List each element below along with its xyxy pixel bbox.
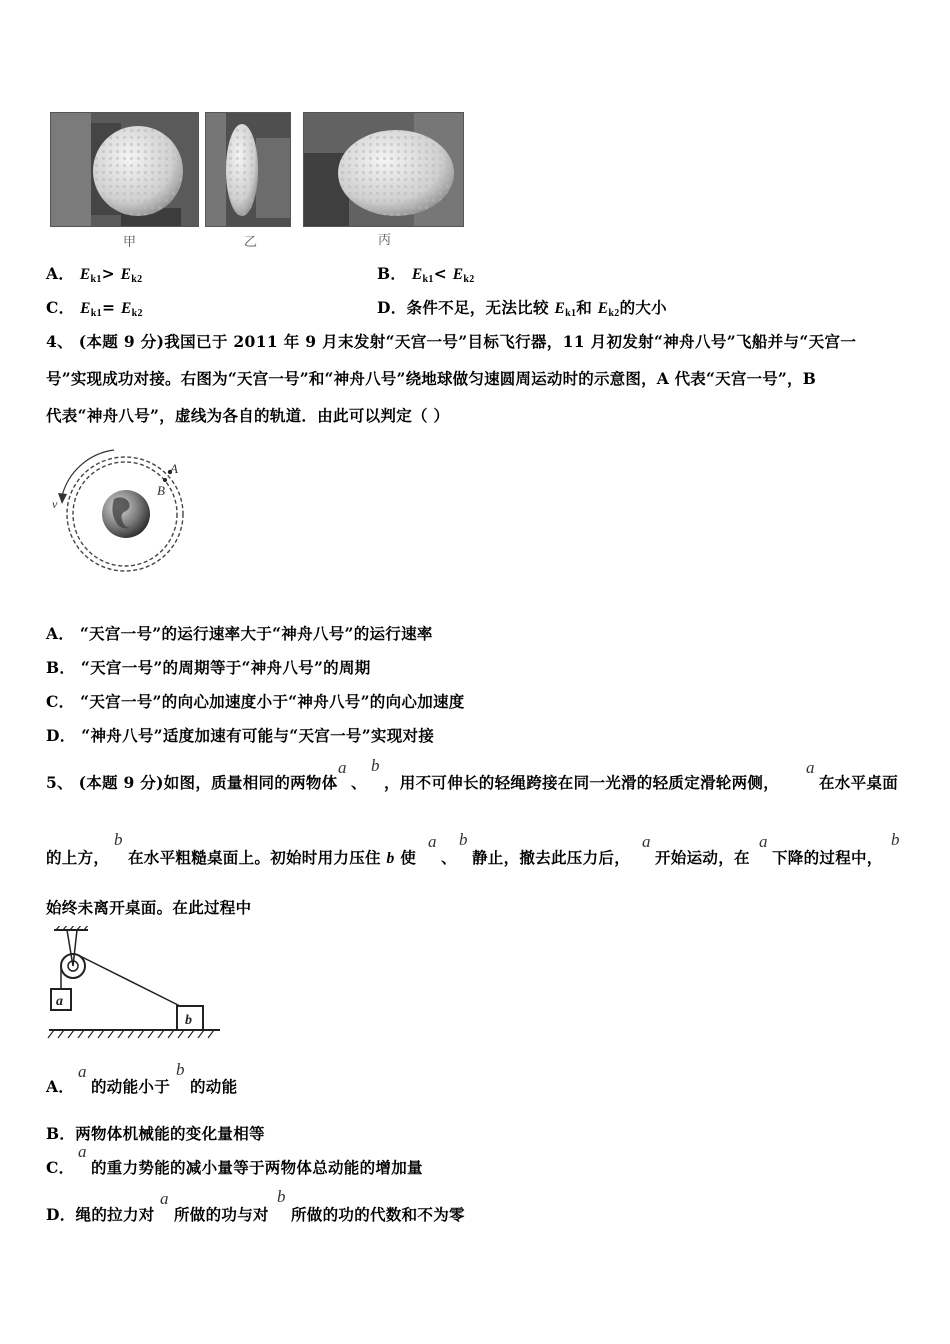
option-label: D． — [46, 726, 76, 745]
block-b-label: b — [185, 1013, 192, 1028]
option-text: 条件不足，无法比较 — [406, 298, 555, 317]
q5-stem-line-1-part-3: ，用不可伸长的轻绳跨接在同一光滑的轻质定滑轮两侧， — [384, 773, 780, 792]
q5-option-c-text: 的重力势能的减小量等于两物体总动能的增加量 — [91, 1158, 423, 1177]
option-label: B． — [377, 264, 407, 283]
pulley-diagram — [44, 926, 224, 1046]
q4-stem-line-2: 号”实现成功对接。右图为“天宫一号”和“神舟八号”绕地球做匀速圆周运动时的示意图，A 代表“天宫一号”，B — [46, 369, 817, 388]
q4-option-a[interactable] — [46, 622, 433, 644]
subscript: k2 — [131, 308, 143, 319]
golf-ball-photo-bing — [303, 112, 464, 227]
energy-symbol: E — [120, 300, 132, 317]
velocity-arrow-head — [58, 493, 67, 504]
var-a: a — [160, 1189, 169, 1208]
subscript: k1 — [90, 274, 102, 285]
option-text: “天宫一号”的运行速率大于“神舟八号”的运行速率 — [79, 624, 433, 643]
var-b: b — [459, 830, 468, 849]
energy-symbol: E — [452, 266, 464, 283]
option-label: D． — [377, 298, 407, 317]
option-text: “神舟八号”适度加速有可能与“天宫一号”实现对接 — [81, 726, 435, 745]
q5-stem-line-1-part-4: 在水平桌面 — [819, 773, 899, 792]
satellite-b — [163, 478, 167, 482]
q4-option-b[interactable] — [46, 656, 371, 678]
option-label: C． — [46, 298, 75, 317]
option-label: A． — [46, 264, 75, 283]
golf-ball-photo-jia — [50, 112, 199, 227]
option-label: C． — [46, 692, 75, 711]
velocity-label: v — [52, 497, 58, 511]
subscript: k1 — [565, 308, 577, 319]
q5-stem-line-1-part-2: 、 — [351, 773, 367, 792]
golf-ball-photo-yi — [205, 112, 291, 227]
satellite-b-label: B — [157, 483, 165, 498]
energy-symbol: E — [120, 266, 132, 283]
caption-yi: 乙 — [244, 235, 258, 250]
option-text: 两物体机械能的变化量相等 — [75, 1124, 265, 1143]
bold-var-b: b — [386, 850, 395, 867]
q5-option-a-text-1: 的动能小于 — [91, 1077, 171, 1096]
earth — [102, 490, 150, 538]
var-a: a — [759, 832, 768, 851]
stem-text: 在水平粗糙桌面上。初始时用力压住 — [128, 848, 387, 867]
subscript: k1 — [422, 274, 434, 285]
q5-stem-line-3: 始终未离开桌面。在此过程中 — [46, 898, 252, 917]
table-hatch — [48, 1030, 214, 1038]
q4-option-d[interactable] — [46, 724, 434, 746]
q5-option-a-text-2: 的动能 — [190, 1077, 238, 1096]
subscript: k2 — [131, 274, 143, 285]
option-label: C． — [46, 1158, 75, 1177]
var-a: a — [642, 832, 651, 851]
option-text: 和 — [576, 298, 598, 317]
q5-option-c[interactable] — [46, 1156, 74, 1178]
var-a: a — [428, 832, 437, 851]
operator: = — [101, 298, 121, 317]
var-a: a — [78, 1142, 87, 1161]
operator: > — [101, 264, 121, 283]
q3-option-d[interactable] — [377, 296, 667, 319]
q5-stem-line-2-part-6: 开始运动，在 — [655, 848, 750, 867]
q3-option-b[interactable] — [377, 262, 475, 285]
stem-text: 使 — [394, 848, 417, 867]
caption-jia: 甲 — [123, 235, 137, 250]
q5-stem-line-2-part-7: 下降的过程中， — [772, 848, 883, 867]
q5-option-d[interactable] — [46, 1203, 155, 1225]
var-b: b — [176, 1060, 185, 1079]
energy-symbol: E — [80, 300, 91, 317]
subscript: k1 — [90, 308, 102, 319]
block-a-label: a — [56, 994, 63, 1009]
satellite-a-label: A — [170, 461, 178, 476]
q5-stem-line-2-part-1: 的上方， — [46, 848, 110, 867]
q5-option-b[interactable] — [46, 1122, 265, 1144]
golf-ball-jia-image — [51, 113, 198, 226]
option-text: “天宫一号”的向心加速度小于“神舟八号”的向心加速度 — [80, 692, 465, 711]
orbit-diagram — [44, 444, 194, 584]
operator: < — [433, 264, 453, 283]
caption-bing: 丙 — [378, 233, 392, 248]
option-label: D． — [46, 1205, 76, 1224]
energy-symbol: E — [597, 300, 609, 317]
q5-option-d-text-2: 所做的功与对 — [174, 1205, 269, 1224]
var-b: b — [891, 830, 900, 849]
var-a: a — [78, 1062, 87, 1081]
q3-option-a[interactable] — [46, 262, 142, 285]
energy-symbol: E — [79, 266, 91, 283]
subscript: k2 — [608, 308, 620, 319]
var-b: b — [277, 1187, 286, 1206]
var-a: a — [338, 758, 347, 777]
q4-stem-line-3: 代表“神舟八号”，虚线为各自的轨道．由此可以判定（ ） — [46, 406, 450, 425]
option-label: B． — [46, 1124, 76, 1143]
option-label: A． — [46, 1077, 75, 1096]
q5-stem-line-2-part-4: 、 — [441, 848, 457, 867]
option-text: 的大小 — [619, 298, 667, 317]
q3-option-c[interactable] — [46, 296, 143, 319]
var-a: a — [806, 758, 815, 777]
q5-stem-line-2-part-5: 静止，撤去此压力后， — [472, 848, 631, 867]
golf-ball-yi-image — [206, 113, 290, 226]
q5-option-a[interactable] — [46, 1075, 74, 1097]
energy-symbol: E — [411, 266, 423, 283]
q5-stem-line-2-part-2 — [128, 846, 416, 868]
var-b: b — [371, 756, 380, 775]
velocity-arc — [62, 450, 114, 496]
option-text: 绳的拉力对 — [75, 1205, 155, 1224]
q4-option-c[interactable] — [46, 690, 465, 712]
option-text: “天宫一号”的周期等于“神舟八号”的周期 — [80, 658, 371, 677]
q5-option-d-text-3: 所做的功的代数和不为零 — [291, 1205, 465, 1224]
option-label: A． — [46, 624, 75, 643]
option-label: B． — [46, 658, 76, 677]
golf-ball-bing-image — [304, 113, 463, 226]
energy-symbol: E — [554, 300, 566, 317]
q4-stem-line-1: 4、 (本题 9 分)我国已于 2011 年 9 月末发射“天宫一号”目标飞行器，11 月初发射“神舟八号”飞船并与“天宫一 — [46, 332, 857, 351]
q5-stem-line-1-part-1: 5、 (本题 9 分)如图，质量相同的两物体 — [46, 773, 338, 792]
subscript: k2 — [463, 274, 475, 285]
var-b: b — [114, 830, 123, 849]
